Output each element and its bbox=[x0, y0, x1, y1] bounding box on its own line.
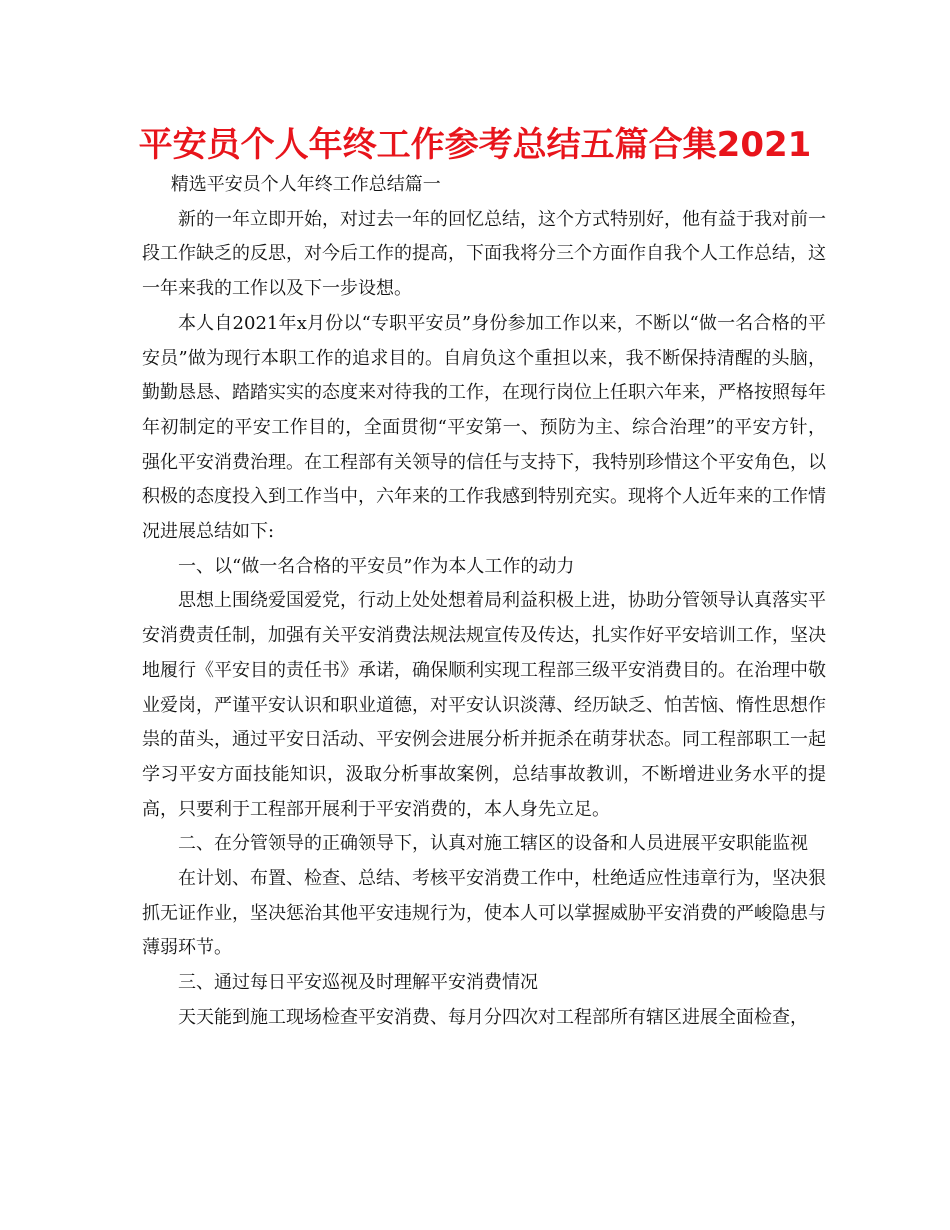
section-heading-supervision: 二、在分管领导的正确领导下，认真对施工辖区的设备和人员进展平安职能监视 bbox=[178, 833, 808, 855]
paragraph-intro: 新的一年立即开始，对过去一年的回忆总结，这个方式特别好，他有益于我对前一段工作缺乏的反思，对今后工作的提高，下面我将分三个方面作自我个人工作总结，这一年来我的工作以及下一步设想。 bbox=[142, 208, 826, 300]
section-heading-motivation: 一、以“做一名合格的平安员”作为本人工作的动力 bbox=[178, 555, 575, 577]
paragraph-supervision: 在计划、布置、检查、总结、考核平安消费工作中，杜绝适应性违章行为，坚决狠抓无证作业，坚决惩治其他平安违规行为，使本人可以掌握威胁平安消费的严峻隐患与薄弱环节。 bbox=[142, 868, 826, 959]
paragraph-inspection: 天天能到施工现场检查平安消费、每月分四次对工程部所有辖区进展全面检查， bbox=[178, 1006, 808, 1028]
document-title: 平安员个人年终工作参考总结五篇合集2021 bbox=[138, 125, 812, 165]
paragraph-motivation: 思想上围绕爱国爱党，行动上处处想着局利益积极上进，协助分管领导认真落实平安消费责任制，加强有关平安消费法规法规宣传及传达，扎实作好平安培训工作，坚决地履行《平安目的责任书》承诺，确保顺利实现工程部三级平安消费目的。在治理中敬业爱岗，严谨平安认识和职业道德，对平安认识淡薄、经历缺乏、怕苦恼、惰性思想作祟的苗头，通过平安日活动、平安例会进展分析并扼杀在萌芽状态。同工程部职工一起学习平安方面技能知识，汲取分析事故案例，总结事故教训，不断增进业务水平的提高，只要利于工程部开展利于平安消费的，本人身先立足。 bbox=[142, 590, 826, 820]
section-heading-1: 精选平安员个人年终工作总结篇一 bbox=[170, 174, 441, 195]
document-body bbox=[142, 168, 826, 1036]
section-heading-inspection: 三、通过每日平安巡视及时理解平安消费情况 bbox=[178, 972, 538, 994]
paragraph-background: 本人自2021年x月份以“专职平安员”身份参加工作以来，不断以“做一名合格的平安员”做为现行本职工作的追求目的。自肩负这个重担以来，我不断保持清醒的头脑，勤勤恳恳、踏踏实实的态度来对待我的工作，在现行岗位上任职六年来，严格按照每年年初制定的平安工作目的，全面贯彻“平安第一、预防为主、综合治理”的平安方针，强化平安消费治理。在工程部有关领导的信任与支持下，我特别珍惜这个平安角色，以积极的态度投入到工作当中，六年来的工作我感到特别充实。现将个人近年来的工作情况进展总结如下: bbox=[142, 312, 826, 543]
